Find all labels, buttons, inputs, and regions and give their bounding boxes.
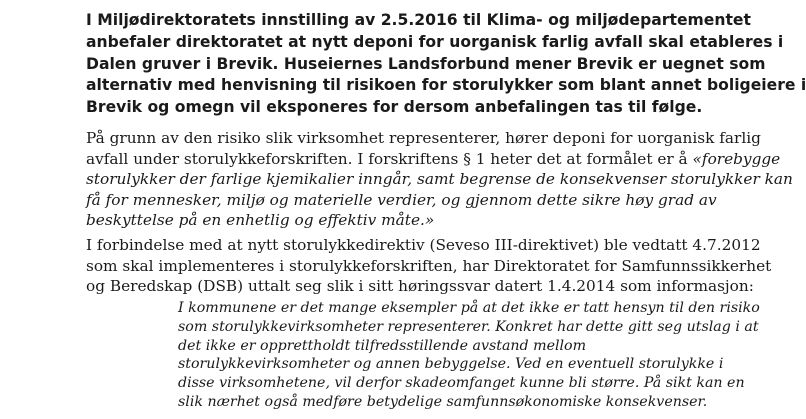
regulation-quote-line: beskyttelse på en enhetlig og effektiv måte.»	[86, 211, 435, 229]
quote-line: disse virksomhetene, vil derfor skadeomfanget kunne bli større. På sikt kan en	[178, 375, 745, 392]
lead-line: alternativ med henvisning til risikoen for storulykker som blant annet boligeiere i	[86, 76, 806, 95]
quote-line: I kommunene er det mange eksempler på at det ikke er tatt hensyn til den risiko	[178, 300, 760, 316]
regulation-quote-line: få for mennesker, miljø og materielle verdier, og gjennom dette sikre høy grad av	[86, 190, 717, 209]
paragraph-line	[86, 149, 781, 170]
paragraph-line: og Beredskap (DSB) uttalt seg slik i sitt høringssvar datert 1.4.2014 som informasjon:	[86, 277, 754, 295]
lead-line: Dalen gruver i Brevik. Huseiernes Landsforbund mener Brevik er uegnet som	[86, 54, 766, 73]
quote-line: slik nærhet også medføre betydelige samfunnsøkonomiske konsekvenser.	[178, 393, 708, 410]
quote-line: storulykkevirksomheter og annen bebyggelse. Ved en eventuell storulykke i	[178, 356, 724, 373]
quote-line: det ikke er opprettholdt tilfredsstillende avstand mellom	[178, 337, 587, 354]
lead-line: anbefaler direktoratet at nytt deponi for uorganisk farlig avfall skal etableres i	[86, 32, 784, 51]
paragraph-line: som skal implementeres i storulykkeforskriften, har Direktoratet for Samfunnssikkerhet	[86, 256, 772, 275]
quote-line: som storulykkevirksomheter representerer. Konkret har dette gitt seg utslag i at	[178, 318, 759, 335]
directive-paragraph	[86, 235, 772, 297]
paragraph-line: I forbindelse med at nytt storulykkedirektiv (Seveso III-direktivet) ble vedtatt 4.7.2012	[86, 236, 761, 254]
lead-line: I Miljødirektoratets innstilling av 2.5.2016 til Klima- og miljødepartementet	[86, 11, 751, 29]
regulation-quote-line: storulykker der farlige kjemikalier inngår, samt begrense de konsekvenser storulykker kan	[86, 170, 793, 188]
regulation-paragraph	[86, 128, 793, 231]
regulation-quote-start: «forebygge	[692, 149, 781, 168]
lead-line: Brevik og omegn vil eksponeres for dersom anbefalingen tas til følge.	[86, 98, 703, 117]
paragraph-text: avfall under storulykkeforskriften. I forskriftens § 1 heter det at formålet er å	[86, 149, 693, 168]
paragraph-line: På grunn av den risiko slik virksomhet representerer, hører deponi for uorganisk farlig	[86, 129, 761, 147]
dsb-quote	[178, 299, 760, 412]
lead-paragraph	[86, 10, 806, 119]
